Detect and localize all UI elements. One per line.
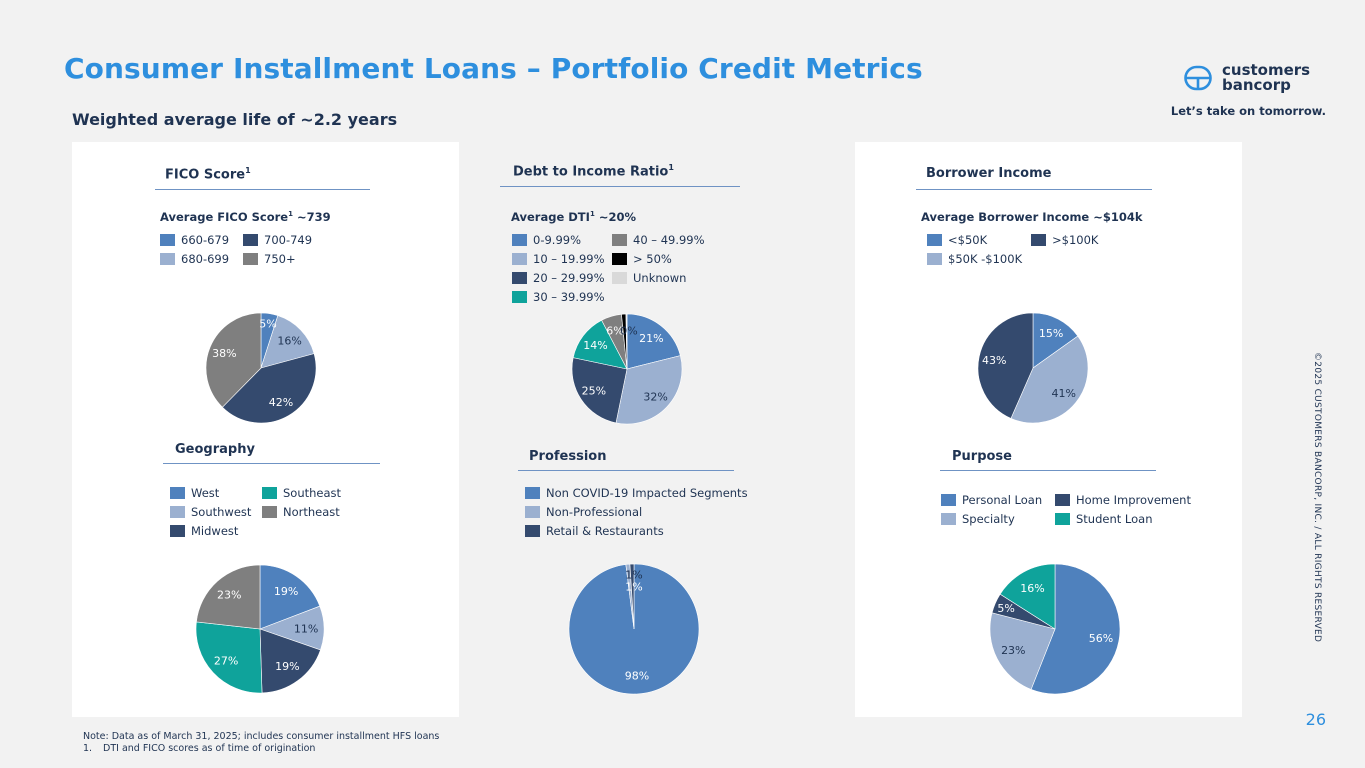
legend-item [170,486,219,500]
legend-label: West [191,486,220,500]
logo-wordmark [1222,63,1310,93]
dti-pie-chart [572,314,682,424]
legend-swatch [170,487,185,499]
purpose-pie-chart [990,564,1120,694]
geo-pie-chart [196,565,324,693]
logo-mark-icon [1184,65,1212,91]
legend-item [512,233,581,247]
legend-swatch [262,506,277,518]
legend-label: $50K -$100K [948,252,1023,266]
pie-data-label: 56% [1088,631,1114,645]
pie-data-label: 41% [1051,386,1076,400]
legend-label: Student Loan [1076,512,1153,526]
legend-item [262,486,341,500]
pie-data-label: 14% [583,339,608,353]
fico-avg-sup: 1 [288,210,293,219]
profession-pie-chart [569,564,699,694]
legend-label: 700-749 [264,233,313,247]
legend-label: Southeast [283,486,342,500]
income-title-underline [916,189,1152,190]
legend-swatch [927,234,942,246]
legend-item [262,505,340,519]
fico-average [160,210,331,224]
legend-swatch [525,506,540,518]
pie-data-label: 43% [982,353,1007,367]
legend-swatch [170,506,185,518]
legend-swatch [170,525,185,537]
footnote-1 [83,743,439,755]
pie-data-label: 0% [620,324,638,338]
legend-label: Non-Professional [546,505,643,519]
footnote-number: 1. [83,743,93,754]
legend-item [525,486,748,500]
legend-swatch [262,487,277,499]
legend-label: Specialty [962,512,1015,526]
legend-swatch [612,234,627,246]
legend-item [612,271,686,285]
pie-data-label: 5% [997,601,1015,615]
income-average: Average Borrower Income ~$104k [921,210,1143,224]
pie-data-label: 32% [643,390,668,404]
legend-swatch [525,525,540,537]
pie-data-label: 21% [639,331,664,345]
pie-data-label: 19% [273,585,299,599]
legend-label: Personal Loan [962,493,1043,507]
pie-data-label: 27% [213,654,239,668]
pie-data-label: 38% [212,346,237,360]
pie-data-label: 23% [1001,644,1026,658]
pie-data-label: 25% [581,384,607,398]
page-number: 26 [1305,710,1326,729]
legend-swatch [160,253,175,265]
legend-item [927,233,987,247]
legend-label: Non COVID-19 Impacted Segments [546,486,748,500]
logo-line-1: customers [1222,61,1311,79]
legend-item [512,290,605,304]
legend-swatch [612,253,627,265]
legend-item [512,271,605,285]
pie-data-label: 19% [275,660,300,674]
legend-item [941,493,1042,507]
geo-section-title: Geography [175,442,255,457]
pie-data-label: 11% [293,622,319,636]
legend-item [612,252,672,266]
legend-swatch [927,253,942,265]
legend-label: Unknown [633,271,687,285]
legend-label: Southwest [191,505,252,519]
legend-item [1031,233,1098,247]
fico-avg-value: ~739 [292,210,331,224]
legend-swatch [1055,494,1070,506]
legend-label: <$50K [948,233,988,247]
legend-item [243,233,312,247]
income-pie-chart [978,313,1088,423]
dti-title-underline [500,186,740,187]
purpose-section-title: Purpose [952,449,1012,464]
legend-item [1055,512,1153,526]
legend-swatch [1031,234,1046,246]
purpose-title-underline [940,470,1156,471]
legend-swatch [160,234,175,246]
fico-title-text: FICO Score [165,167,246,183]
legend-swatch [512,272,527,284]
legend-swatch [512,291,527,303]
fico-title-sup: 1 [245,166,251,175]
legend-swatch [243,253,258,265]
legend-label: >$100K [1052,233,1099,247]
legend-label: Northeast [283,505,340,519]
legend-swatch [512,234,527,246]
copyright-notice: ©2025 CUSTOMERS BANCORP, INC. / ALL RIGHTS RESERVED [1312,352,1322,643]
pie-data-label: 98% [624,669,650,683]
dti-average [511,210,636,224]
legend-item [927,252,1022,266]
dti-avg-value: ~20% [594,210,636,224]
footnote-text: DTI and FICO scores as of time of origination [103,743,316,754]
legend-item [160,252,229,266]
legend-item [512,252,605,266]
pie-data-label: 1% [625,568,643,582]
page-subtitle: Weighted average life of ~2.2 years [72,110,398,129]
legend-item [170,505,251,519]
tagline: Let’s take on tomorrow. [1170,104,1326,118]
fico-pie-chart [206,313,316,423]
geo-title-underline [163,463,380,464]
profession-section-title: Profession [529,449,607,464]
legend-swatch [525,487,540,499]
legend-item [160,233,229,247]
legend-item [941,512,1015,526]
legend-item [1055,493,1191,507]
legend-label: 660-679 [181,233,230,247]
legend-item [170,524,238,538]
legend-item [525,505,642,519]
legend-swatch [941,513,956,525]
legend-swatch [941,494,956,506]
fico-title-underline [155,189,370,190]
pie-data-label: 1% [625,580,643,594]
company-logo [1184,63,1310,93]
data-note: Note: Data as of March 31, 2025; includes consumer installment HFS loans [83,731,440,742]
pie-data-label: 23% [217,588,242,602]
fico-avg-label: Average FICO Score [160,210,289,224]
legend-item [525,524,664,538]
dti-avg-label: Average DTI [511,210,590,224]
pie-data-label: 16% [1020,581,1045,595]
pie-data-label: 42% [268,396,294,410]
legend-label: 0-9.99% [533,233,581,247]
legend-label: 750+ [264,252,296,266]
legend-label: 40 – 49.99% [633,233,705,247]
income-section-title: Borrower Income [926,166,1052,181]
legend-item [612,233,705,247]
legend-label: Home Improvement [1076,493,1191,507]
legend-item [243,252,296,266]
legend-label: 10 – 19.99% [533,252,605,266]
pie-data-label: 15% [1038,326,1064,340]
page-title: Consumer Installment Loans – Portfolio Credit Metrics [64,52,923,85]
profession-title-underline [518,470,734,471]
dti-avg-sup: 1 [589,210,595,219]
dti-title-text: Debt to Income Ratio [513,164,669,180]
dti-section-title [513,163,674,179]
legend-label: 680-699 [181,252,230,266]
logo-line-2: bancorp [1222,76,1291,94]
legend-label: Retail & Restaurants [546,524,664,538]
legend-swatch [1055,513,1070,525]
legend-swatch [243,234,258,246]
pie-data-label: 6% [606,324,624,338]
legend-label: > 50% [633,252,672,266]
footnotes [83,731,439,755]
legend-label: 20 – 29.99% [533,271,605,285]
pie-data-label: 16% [277,334,302,348]
legend-label: Midwest [191,524,239,538]
legend-swatch [612,272,627,284]
legend-swatch [512,253,527,265]
dti-title-sup: 1 [668,163,674,172]
fico-section-title [165,166,251,182]
pie-data-label: 5% [259,317,277,331]
legend-label: 30 – 39.99% [533,290,605,304]
